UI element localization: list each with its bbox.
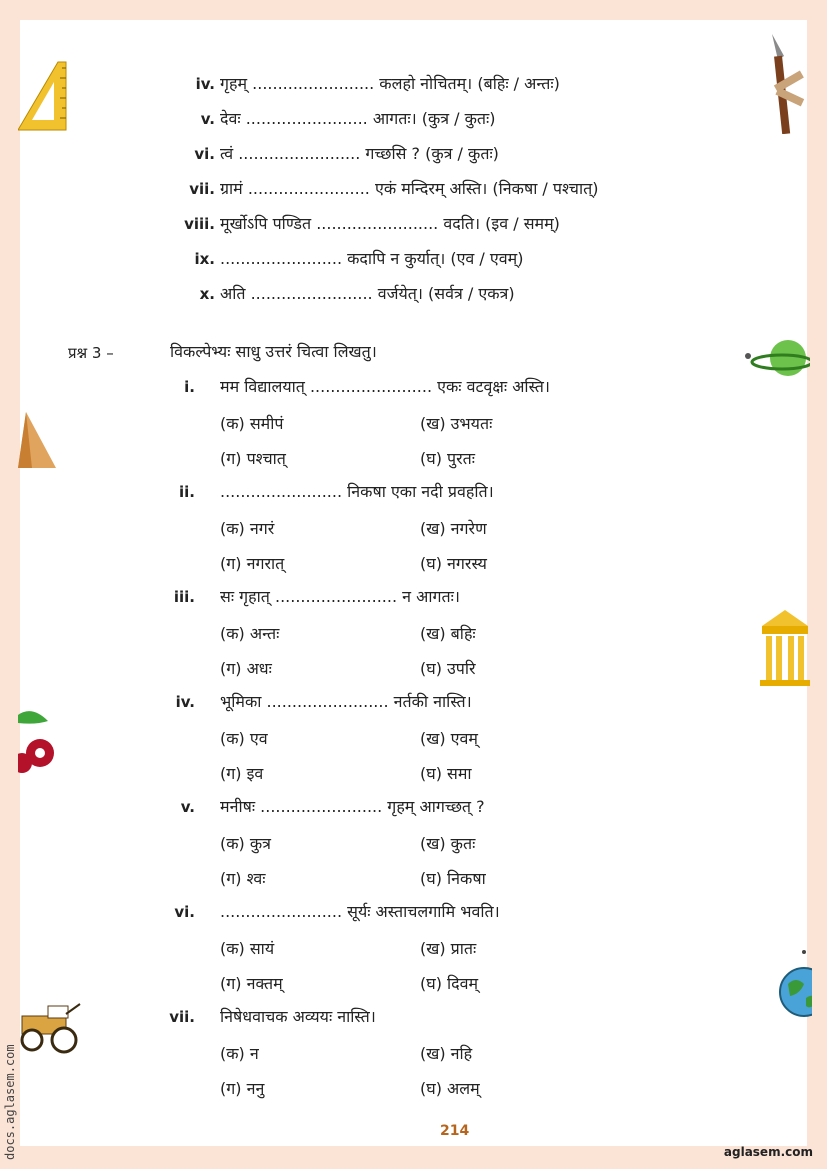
option: (ख) नहि (420, 1044, 473, 1063)
item-number: vi. (174, 903, 195, 921)
option: (क) सायं (220, 939, 275, 958)
item-text: ग्रामं ........................ एकं मन्दिरम् अस्ति। (निकषा / पश्चात्) (220, 179, 599, 198)
item-number: vii. (169, 1008, 195, 1026)
item-number: ix. (194, 250, 215, 268)
option: (घ) उपरि (420, 659, 476, 678)
item-text: गृहम् ........................ कलहो नोचितम्। (बहिः / अन्तः) (220, 74, 560, 93)
option: (क) नगरं (220, 519, 275, 538)
watermark: docs.aglasem.com (3, 1044, 17, 1160)
item-text: ........................ कदापि न कुर्यात्। (एव / एवम्) (220, 249, 524, 268)
spear-icon (768, 34, 810, 134)
globe-icon (778, 948, 812, 1020)
item-text: भूमिका ........................ नर्तकी नास्ति। (220, 692, 472, 711)
option: (क) कुत्र (220, 834, 271, 853)
option: (ख) बहिः (420, 624, 476, 643)
option: (क) एव (220, 729, 268, 748)
page-number: 214 (440, 1123, 470, 1139)
item-number: v. (180, 798, 195, 816)
item-text: निषेधवाचक अव्ययः नास्ति। (220, 1007, 376, 1026)
item-text: ........................ सूर्यः अस्ताचलगामि भवति। (220, 902, 500, 921)
option: (घ) अलम् (420, 1079, 480, 1098)
item-number: iv. (195, 75, 215, 93)
question-instruction: विकल्पेभ्यः साधु उत्तरं चित्वा लिखतु। (170, 342, 377, 361)
option: (ख) कुतः (420, 834, 476, 853)
option: (ग) अधः (220, 659, 272, 678)
option: (ख) एवम् (420, 729, 478, 748)
option: (घ) नगरस्य (420, 554, 487, 573)
item-text: अति ........................ वर्जयेत्। (सर्वत्र / एकत्र) (220, 284, 515, 303)
item-number: v. (200, 110, 215, 128)
option: (ग) श्वः (220, 869, 266, 888)
flower-pot-icon (18, 705, 58, 775)
planet-icon (742, 336, 810, 382)
item-number: iv. (175, 693, 195, 711)
option: (क) न (220, 1044, 259, 1063)
item-number: vi. (194, 145, 215, 163)
item-text: ........................ निकषा एका नदी प्रवहति। (220, 482, 494, 501)
ruler-icon (18, 58, 68, 134)
option: (ग) पश्चात् (220, 449, 286, 468)
item-text: सः गृहात् ........................ न आगतः। (220, 587, 460, 606)
option: (क) समीपं (220, 414, 284, 433)
item-number: ii. (179, 483, 195, 501)
option: (ग) नगरात् (220, 554, 285, 573)
item-number: viii. (184, 215, 215, 233)
footer-site: aglasem.com (723, 1145, 813, 1159)
question-label: प्रश्न 3 – (68, 344, 114, 362)
item-number: iii. (173, 588, 195, 606)
temple-icon (760, 608, 810, 688)
pyramid-icon (18, 410, 58, 470)
worksheet-page (20, 20, 807, 1146)
option: (घ) समा (420, 764, 472, 783)
item-text: मम विद्यालयात् ........................ एकः वटवृक्षः अस्ति। (220, 377, 550, 396)
option: (ख) प्रातः (420, 939, 477, 958)
option: (ग) नक्तम् (220, 974, 283, 993)
item-number: i. (184, 378, 195, 396)
option: (ग) ननु (220, 1079, 265, 1098)
option: (घ) दिवम् (420, 974, 479, 993)
option: (क) अन्तः (220, 624, 280, 643)
item-text: मूर्खोऽपि पण्डित ........................ वदति। (इव / समम्) (220, 214, 560, 233)
item-number: vii. (189, 180, 215, 198)
item-text: मनीषः ........................ गृहम् आगच्छत् ? (220, 797, 485, 816)
option: (ग) इव (220, 764, 264, 783)
option: (घ) पुरतः (420, 449, 476, 468)
item-text: त्वं ........................ गच्छसि ? (कुत्र / कुतः) (220, 144, 499, 163)
item-number: x. (199, 285, 215, 303)
item-text: देवः ........................ आगतः। (कुत्र / कुतः) (220, 109, 496, 128)
vintage-car-icon (18, 1000, 84, 1056)
option: (ख) उभयतः (420, 414, 493, 433)
option: (ख) नगरेण (420, 519, 487, 538)
option: (घ) निकषा (420, 869, 486, 888)
